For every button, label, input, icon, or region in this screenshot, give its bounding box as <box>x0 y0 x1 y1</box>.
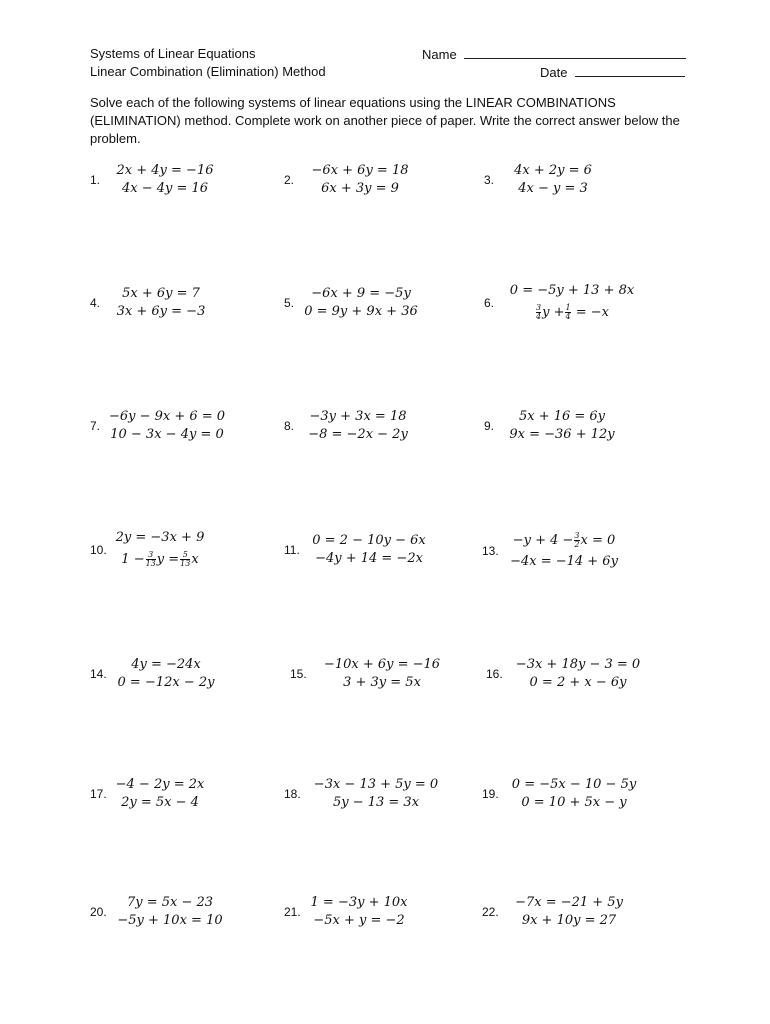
worksheet-title: Systems of Linear Equations <box>90 46 256 61</box>
equation: 10 − 3x − 4y = 0 <box>110 427 224 442</box>
name-blank[interactable] <box>464 46 686 59</box>
equation: 4x + 2y = 6 <box>514 163 592 178</box>
equation-system <box>504 530 624 572</box>
name-label: Name <box>422 47 457 62</box>
equation: 4x − y = 3 <box>518 181 588 196</box>
equation-system <box>312 656 452 692</box>
date-field[interactable] <box>540 64 685 80</box>
equation: −8 = −2x − 2y <box>308 427 408 442</box>
equation: −6y − 9x + 6 = 0 <box>108 409 226 424</box>
problem-number: 20. <box>90 905 107 919</box>
equation: −6x + 6y = 18 <box>311 163 409 178</box>
equation: 5x + 6y = 7 <box>122 286 200 301</box>
problem-number: 4. <box>90 296 101 310</box>
equation: 5x + 16 = 6y <box>518 409 606 424</box>
problem-number: 22. <box>482 905 499 919</box>
equation: −6x + 9 = −5y <box>311 286 411 301</box>
equation: 9x = −36 + 12y <box>509 427 615 442</box>
equation: 2y = −3x + 9 <box>115 530 205 545</box>
equation: 1 = −3y + 10x <box>310 895 408 910</box>
equation: −y + 4 − $\frac{3}{2}$ x = 0 <box>512 531 616 549</box>
equation: 0 = 9y + 9x + 36 <box>304 304 418 319</box>
equation: 0 = 10 + 5x − y <box>521 795 627 810</box>
problem-number: 8. <box>284 419 295 433</box>
equation-system <box>300 408 416 444</box>
equation: −4 − 2y = 2x <box>115 777 205 792</box>
equation-system <box>508 656 648 692</box>
equation: 0 = 2 − 10y − 6x <box>312 533 426 548</box>
problem-number: 15. <box>290 667 307 681</box>
equation-system <box>498 162 608 198</box>
equation-system <box>502 280 642 324</box>
problem-number: 10. <box>90 543 107 557</box>
problem-number: 1. <box>90 173 101 187</box>
equation-system <box>500 408 624 444</box>
equation-system <box>504 894 634 930</box>
equation: 4y = −24x <box>131 657 201 672</box>
date-label: Date <box>540 65 568 80</box>
equation: 3x + 6y = −3 <box>116 304 206 319</box>
fraction: $\frac{1}{4}$ <box>565 303 571 321</box>
equation: 0 = −5x − 10 − 5y <box>511 777 637 792</box>
equation: −3x − 13 + 5y = 0 <box>313 777 439 792</box>
problem-number: 19. <box>482 787 499 801</box>
equation-system <box>110 162 220 198</box>
problem-number: 14. <box>90 667 107 681</box>
equation: 9x + 10y = 27 <box>521 913 617 928</box>
equation: 2y = 5x − 4 <box>121 795 199 810</box>
equation-system <box>300 162 420 198</box>
problem-number: 18. <box>284 787 301 801</box>
date-blank[interactable] <box>575 64 685 77</box>
equation-system <box>110 527 210 571</box>
equation: 2x + 4y = −16 <box>116 163 214 178</box>
equation: 7y = 5x − 23 <box>126 895 214 910</box>
worksheet-subtitle: Linear Combination (Elimination) Method <box>90 64 326 79</box>
equation: −5x + y = −2 <box>313 913 405 928</box>
equation: −4y + 14 = −2x <box>315 551 423 566</box>
equation-system <box>110 656 222 692</box>
problem-number: 3. <box>484 173 495 187</box>
equation-system <box>504 776 644 812</box>
equation: −3y + 3x = 18 <box>309 409 407 424</box>
equation: $\frac{3}{4}$ y + $\frac{1}{4}$ = −x <box>536 303 609 321</box>
problem-number: 9. <box>484 419 495 433</box>
equation-system <box>104 408 230 444</box>
problem-number: 2. <box>284 173 295 187</box>
equation: 6x + 3y = 9 <box>321 181 399 196</box>
problem-number: 17. <box>90 787 107 801</box>
equation: 1 − $\frac{3}{13}$ y = $\frac{5}{13}$ x <box>121 550 199 568</box>
fraction: $\frac{3}{2}$ <box>574 531 580 549</box>
equation: 0 = 2 + x − 6y <box>529 675 627 690</box>
equation: 0 = −12x − 2y <box>117 675 215 690</box>
equation: 5y − 13 = 3x <box>332 795 420 810</box>
equation: 3 + 3y = 5x <box>343 675 421 690</box>
equation-system <box>112 894 228 930</box>
equation-system <box>110 776 210 812</box>
problem-number: 5. <box>284 296 295 310</box>
equation: −7x = −21 + 5y <box>515 895 623 910</box>
equation-system <box>304 776 448 812</box>
equation: −3x + 18y − 3 = 0 <box>515 657 641 672</box>
equation: −4x = −14 + 6y <box>510 554 618 569</box>
equation: −5y + 10x = 10 <box>117 913 223 928</box>
fraction: $\frac{3}{13}$ <box>145 550 156 568</box>
equation: 4x − 4y = 16 <box>121 181 209 196</box>
equation-system <box>106 285 216 321</box>
problem-number: 21. <box>284 905 301 919</box>
problem-number: 6. <box>484 296 495 310</box>
problem-number: 7. <box>90 419 101 433</box>
fraction: $\frac{3}{4}$ <box>536 303 542 321</box>
instructions: Solve each of the following systems of linear equations using the LINEAR COMBINATIONS (ELIMINATION) method. Complete work on another piece of paper. Write the correct answer below the problem. <box>90 95 680 146</box>
name-field[interactable] <box>422 46 686 62</box>
problem-number: 11. <box>284 543 300 557</box>
equation-system <box>302 532 436 568</box>
equation-system <box>298 285 424 321</box>
fraction: $\frac{5}{13}$ <box>180 550 191 568</box>
problem-number: 16. <box>486 667 503 681</box>
equation: −10x + 6y = −16 <box>323 657 441 672</box>
equation-system <box>304 894 414 930</box>
equation: 0 = −5y + 13 + 8x <box>509 283 635 298</box>
problem-number: 13. <box>482 544 499 558</box>
